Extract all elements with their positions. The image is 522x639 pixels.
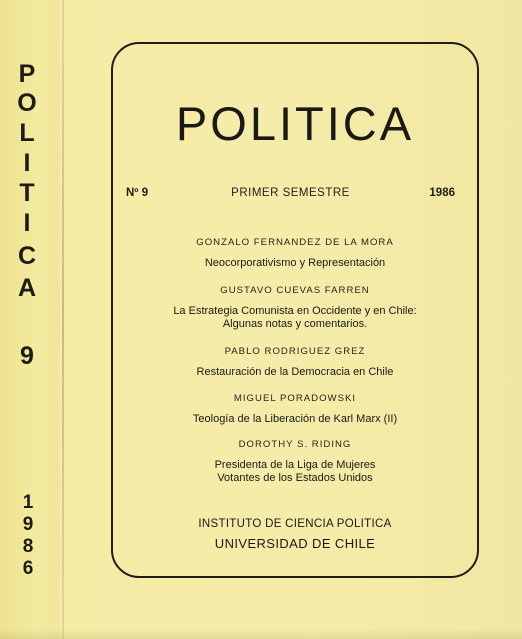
publisher-university: UNIVERSIDAD DE CHILE (214, 536, 376, 551)
contents-entry (113, 346, 477, 379)
spine-letter: P (18, 60, 36, 88)
author-name: MIGUEL PORADOWSKI (233, 393, 357, 404)
journal-title: POLITICA (175, 97, 415, 150)
spine-year-digit: 9 (22, 514, 34, 535)
spine-letter: I (23, 209, 31, 237)
article-title-line: Presidenta de la Liga de Mujeres (214, 459, 376, 471)
cover-frame (111, 42, 479, 578)
article-title (113, 305, 477, 331)
author-name: DOROTHY S. RIDING (238, 439, 352, 450)
spine-year-digit: 1 (22, 492, 34, 513)
publisher-institute: INSTITUTO DE CIENCIA POLITICA (198, 518, 392, 530)
author-name: PABLO RODRIGUEZ GREZ (224, 346, 366, 357)
article-title-line: La Estrategia Comunista en Occidente y en Chile: (173, 305, 417, 317)
issue-info-row (126, 187, 455, 203)
contents-entry (113, 237, 477, 270)
article-title-line: Restauración de la Democracia en Chile (196, 366, 394, 378)
spine-letter: O (17, 89, 37, 117)
semester: PRIMER SEMESTRE (231, 187, 350, 199)
article-title-line: Votantes de los Estados Unidos (217, 472, 373, 484)
contents-entry (113, 393, 477, 426)
page-edge (0, 629, 522, 639)
spine-year-digit: 8 (22, 536, 34, 557)
article-title (113, 257, 477, 270)
spine-letter: I (23, 149, 31, 177)
contents-entry (113, 285, 477, 331)
article-title (113, 413, 477, 426)
article-title-line: Teología de la Liberación de Karl Marx (II) (192, 413, 398, 425)
issue-number: Nº 9 (126, 187, 149, 199)
spine-letter: C (17, 242, 37, 270)
spine-fold (62, 0, 64, 639)
spine-letter: L (19, 119, 35, 147)
spine-letter: A (17, 274, 37, 302)
spine-year-digit: 6 (22, 558, 34, 579)
author-name: GONZALO FERNANDEZ DE LA MORA (196, 237, 394, 248)
contents-entry (113, 439, 477, 485)
spine (0, 0, 60, 639)
author-name: GUSTAVO CUEVAS FARREN (220, 285, 370, 296)
article-title-line: Algunas notas y comentarios. (222, 318, 368, 330)
article-title (113, 459, 477, 485)
article-title (113, 366, 477, 379)
article-title-line: Neocorporativismo y Representación (204, 257, 386, 269)
spine-letter: T (19, 179, 35, 207)
spine-issue-number: 9 (20, 342, 34, 370)
issue-year: 1986 (429, 187, 455, 199)
